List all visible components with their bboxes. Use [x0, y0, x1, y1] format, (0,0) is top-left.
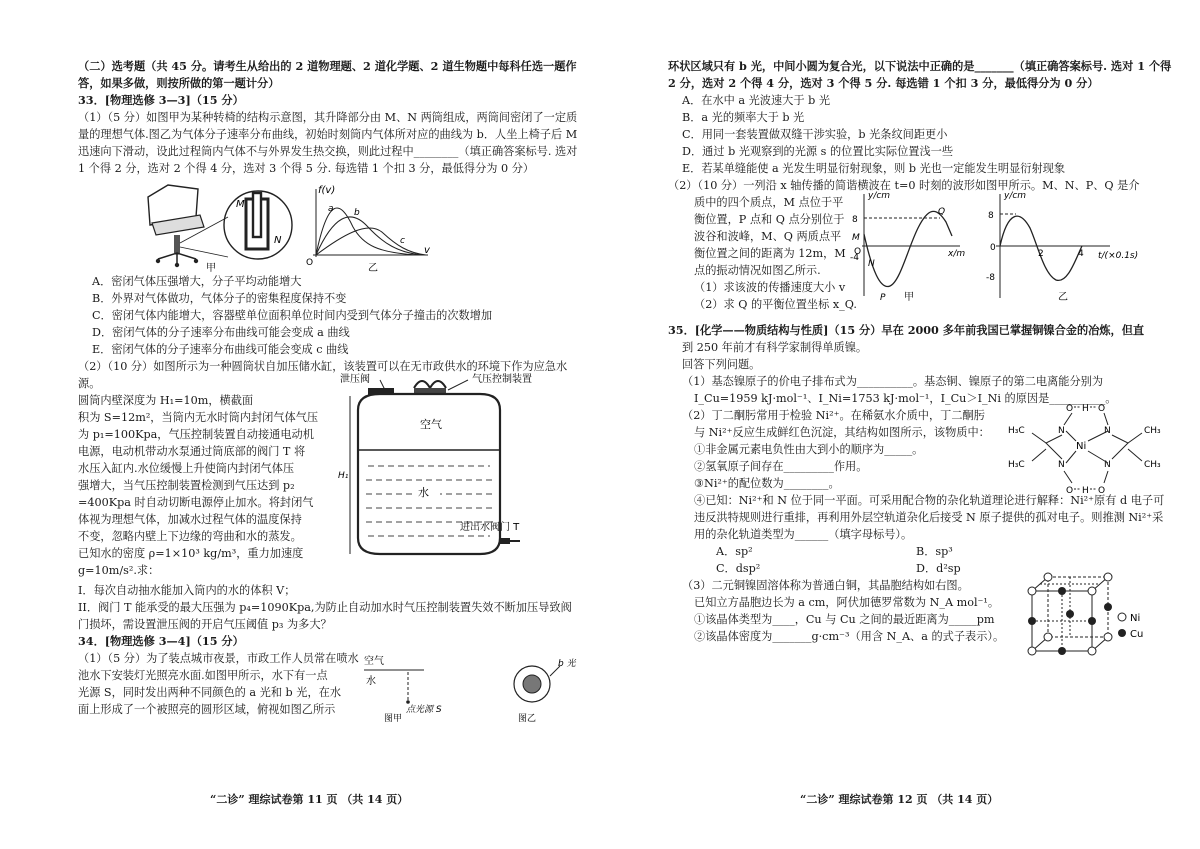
q33-line: 强增大，当气压控制装置检测到气压达到 p₂	[78, 479, 295, 493]
atom-n: N	[1104, 426, 1111, 437]
q34-line: （1）（5 分）为了装点城市夜景，市政工作人员常在喷水	[78, 652, 359, 666]
plus8-label: 8	[852, 215, 858, 226]
option-b: B．a 光的频率大于 b 光	[682, 111, 805, 125]
crystal-cell-diagram	[1026, 571, 1166, 655]
q33-line: 水压入缸内.水位缓慢上升使筒内封闭气体压	[78, 462, 295, 476]
h1-label: H₁	[338, 471, 349, 482]
q33-line: 为 p₁=100Kpa，气压控制装置自动接通电动机	[78, 428, 314, 442]
t4-label: 4	[1078, 249, 1084, 260]
atom-h: H	[1082, 486, 1089, 497]
q33-line: 不变，忽略内壁上下边缘的弯曲和水的蒸发。	[78, 530, 302, 544]
fig34-jia: 图甲	[384, 714, 403, 725]
q35-line: 与 Ni²⁺反应生成鲜红色沉淀，其结构如图所示，该物质中：	[694, 426, 990, 440]
q33-line: g=10m/s².求：	[78, 564, 160, 578]
light-diagram	[364, 652, 578, 725]
q35-line: （3）二元铜镍固溶体称为普通白铜，其晶胞结构如右图。	[682, 579, 969, 593]
q35-answer: 回答下列问题。	[682, 358, 761, 372]
air-label: 空气	[420, 418, 442, 432]
right-page	[668, 58, 1173, 645]
choice-d: D．d²sp	[916, 562, 961, 576]
q34-part2-block	[668, 191, 1173, 312]
q33-line: 电源，电动机带动水泵通过筒底部的阀门 T 将	[78, 445, 306, 459]
atom-o: O	[1066, 404, 1074, 415]
q33-part2-I: I．每次自动抽水能加入筒内的水的体积 V；	[78, 584, 296, 598]
water-label: 水	[418, 486, 429, 500]
fig-jia-label: 甲	[206, 263, 216, 275]
atom-o: O	[1066, 486, 1074, 497]
ni-center: Ni	[1076, 441, 1087, 453]
q33-figure	[78, 177, 578, 273]
origin-label: O	[306, 258, 314, 269]
q34-part2-text	[668, 194, 864, 313]
fig34-b-light: b 光	[558, 659, 576, 670]
q33-line: =400Kpa 时自动切断电源停止加水。将封闭气	[78, 496, 314, 510]
ycm-label: y/cm	[868, 191, 891, 202]
right-footer: “二诊” 理综试卷第 12 页 （共 14 页）	[800, 793, 999, 806]
choice-b: B．sp³	[916, 545, 953, 559]
atom-o: O	[1098, 486, 1106, 497]
option-c: C．密闭气体内能增大，容器壁单位面积单位时间内受到气体分子撞击的次数增加	[92, 309, 493, 323]
fig-n-label: N	[274, 235, 282, 247]
q35-part1a: （1）基态镍原子的价电子排布式为__________。基态铜、镍原子的第二电离能分别为	[682, 375, 1104, 389]
methyl-4: CH₃	[1144, 460, 1161, 471]
fig34-yi: 图乙	[518, 714, 537, 725]
q34-part1-block	[78, 650, 578, 725]
nickel-complex-structure	[1008, 401, 1173, 495]
left-page	[78, 58, 578, 725]
q34-line: 点的振动情况如图乙所示.	[694, 264, 821, 278]
fig-yi-label: 乙	[368, 263, 378, 275]
chair-diagram	[78, 177, 578, 273]
q35-line: ①非金属元素电负性由大到小的顺序为_____。	[694, 443, 924, 457]
graph-yi: 乙	[1058, 292, 1068, 304]
origin-o: O	[854, 247, 862, 258]
option-e: E．密闭气体的分子速率分布曲线可能会变成 c 曲线	[92, 343, 349, 357]
q-point: Q	[938, 207, 946, 218]
control-label: 气压控制装置	[472, 374, 532, 386]
fig34-source: 点光源 S	[406, 705, 442, 716]
q33-part2-text	[78, 392, 338, 579]
q35-line: ②氢氧原子间存在_________作用。	[694, 460, 868, 474]
methyl-1: H₃C	[1008, 426, 1025, 437]
q33-part2-II: II．阀门 T 能承受的最大压强为 p₄=1090Kpa,为防止自动加水时气压控制装置失效不断加压导致阀门损坏，需设置泄压阀的开启气压阈值 p₃ 为多大？	[78, 601, 572, 632]
q35-part3-text	[668, 577, 1028, 645]
q35-line: 已知立方晶胞边长为 a cm，阿伏加德罗常数为 N_A mol⁻¹。	[694, 596, 1000, 610]
q35-part2-block	[668, 404, 1173, 497]
xm-label: x/m	[948, 249, 966, 260]
q34-continued: 环状区域只有 b 光，中间小圆为复合光，以下说法中正确的是_______（填正确答案标号. 选对 1 个得 2 分，选对 2 个得 4 分，选对 3 个得 5 分. 每选错 1 个扣 3 分，最低得分为 0 分）	[668, 59, 1172, 91]
curve-b-label: b	[354, 208, 360, 219]
q34-options	[668, 92, 1173, 177]
section-heading: （二）选考题（共 45 分。请考生从给出的 2 道物理题、2 道化学题、2 道生物题中每科任选一题作答，如果多做，则按所做的第一题计分）	[78, 59, 577, 91]
option-a: A．密闭气体压强增大，分子平均动能增大	[92, 275, 302, 289]
p-point: P	[880, 293, 886, 304]
q33-title: 33．[物理选修 3—3]（15 分）	[78, 93, 244, 108]
option-d: D．通过 b 光观察到的光源 s 的位置比实际位置浅一些	[682, 145, 954, 159]
q33-line: 积为 S=12m²，当筒内无水时筒内封闭气体气压	[78, 411, 319, 425]
zero-label: 0	[990, 243, 996, 254]
legend-cu: Cu	[1130, 629, 1144, 641]
q35-choices-row1	[668, 543, 1173, 560]
curve-a-label: a	[328, 204, 334, 215]
q34-line: 波谷和波峰，M、Q 两质点平	[694, 230, 842, 244]
legend-ni: Ni	[1130, 613, 1141, 625]
left-footer: “二诊” 理综试卷第 11 页 （共 14 页）	[210, 793, 409, 806]
q33-part1: （1）（5 分）如图甲为某种转椅的结构示意图，其升降部分由 M、N 两筒组成，两筒间密闭了一定质量的理想气体.图乙为气体分子速率分布曲线，初始时刻筒内气体所对应的曲线为 b．人坐上椅子后 M 迅速向下滑动，设此过程筒内气体不与外界发生热交换，则此过程中________（填正确答案标号. 选对 1 个得 2 分，选对 2 个得 4 分，选对 3 个得 5 分. 每选错 1 个扣 3 分，最低得分为 0 分）	[78, 111, 578, 176]
q34-part2-first: （2）（10 分）一列沿 x 轴传播的简谐横波在 t=0 时刻的波形如图甲所示。M、N、P、Q 是介	[668, 179, 1140, 193]
m-point: M	[852, 233, 860, 244]
graph-jia: 甲	[904, 292, 914, 304]
option-d: D．密闭气体的分子速率分布曲线可能会变成 a 曲线	[92, 326, 350, 340]
fig34-air: 空气	[364, 656, 384, 668]
q34-sub2: （2）求 Q 的平衡位置坐标 x_Q.	[694, 298, 857, 312]
q33-options	[78, 273, 578, 358]
q35-part2-4: ④已知：Ni²⁺和 N 位于同一平面。可采用配合物的杂化轨道理论进行解释：Ni²⁺原有 d 电子可违反洪特规则进行重排，再利用外层空轨道杂化后接受 N 原子提供的孤对电子。则推测 Ni²⁺采用的杂化轨道类型为______（填字母标号）。	[694, 494, 1165, 542]
q35-line: ①该晶体类型为____，Cu 与 Cu 之间的最近距离为_____pm	[694, 613, 995, 627]
q34-line: 衡位置之间的距离为 12m，M	[694, 247, 846, 261]
option-b: B．外界对气体做功，气体分子的密集程度保持不变	[92, 292, 347, 306]
atom-h: H	[1082, 404, 1089, 415]
choice-c: C．dsp²	[716, 562, 761, 576]
wave-graphs	[848, 188, 1173, 308]
fig34-water: 水	[366, 676, 376, 688]
atom-n: N	[1058, 460, 1065, 471]
q35-part1b: I_Cu=1959 kJ·mol⁻¹、I_Ni=1753 kJ·mol⁻¹，I_Cu＞I_Ni 的原因是__________。	[694, 392, 1117, 406]
q35-part2-text	[668, 407, 1008, 492]
q34-sub1: （1）求该波的传播速度大小 v	[694, 281, 846, 295]
fv-label: f(v)	[318, 185, 336, 197]
q34-part1-text	[78, 650, 368, 718]
q34-line: 光源 S，同时发出两种不同颜色的 a 光和 b 光，在水	[78, 686, 342, 700]
q33-part2-intro: （2）（10 分）如图所示为一种圆筒状自加压储水缸，该装置可以在无市政供水的环境下作为应急水源。	[78, 360, 568, 391]
t2-label: 2	[1038, 249, 1044, 260]
q33-line: 圆筒内壁深度为 H₁=10m，横截面	[78, 394, 254, 408]
q35-title: 35．[化学——物质结构与性质]（15 分）早在 2000 多年前我国已掌握铜镍合金的冶炼，但直	[668, 323, 1145, 338]
q34-line: 质中的四个质点，M 点位于平	[694, 196, 844, 210]
t-axis-label: t/(×0.1s)	[1098, 251, 1139, 262]
v-axis-label: v	[424, 245, 430, 257]
methyl-3: H₃C	[1008, 460, 1025, 471]
q35-line: （2）丁二酮肟常用于检验 Ni²⁺。在稀氨水介质中，丁二酮肟	[682, 409, 985, 423]
q33-line: 已知水的密度 ρ=1×10³ kg/m³，重力加速度	[78, 547, 304, 561]
spacer	[668, 312, 1173, 322]
choice-a: A．sp²	[716, 545, 753, 559]
fig-m-label: M	[236, 199, 245, 211]
n-point: N	[868, 259, 875, 270]
q35-line: ③Ni²⁺的配位数为________。	[694, 477, 840, 491]
minus4-label: -4	[850, 253, 859, 264]
q34-line: 面上形成了一个被照亮的圆形区域，俯视如图乙所示	[78, 703, 336, 717]
atom-o: O	[1098, 404, 1106, 415]
valve-label: 泄压阀	[340, 374, 370, 386]
q33-line: 体视为理想气体，加减水过程气体的温度保持	[78, 513, 302, 527]
ycm2-label: y/cm	[1004, 191, 1027, 202]
q34-line: 衡位置，P 点和 Q 点分别位于	[694, 213, 845, 227]
methyl-2: CH₃	[1144, 426, 1161, 437]
q34-title: 34．[物理选修 3—4]（15 分）	[78, 634, 244, 649]
atom-n: N	[1104, 460, 1111, 471]
curve-c-label: c	[400, 236, 405, 247]
q35-part3-block	[668, 577, 1173, 645]
inlet-label: 进出水阀门 T	[460, 522, 520, 534]
option-c: C．用同一套装置做双缝干涉实验，b 光条纹间距更小	[682, 128, 948, 142]
n8-label: -8	[986, 273, 995, 284]
option-e: E．若某单缝能使 a 光发生明显衍射现象，则 b 光也一定能发生明显衍射现象	[682, 162, 1066, 176]
q35-line: ②该晶体密度为_______g·cm⁻³（用含 N_A、a 的式子表示）。	[694, 630, 1005, 644]
tank-diagram	[340, 370, 578, 580]
option-a: A．在水中 a 光波速大于 b 光	[682, 94, 831, 108]
atom-n: N	[1058, 426, 1065, 437]
q35-line2: 到 250 年前才有科学家制得单质镍。	[682, 341, 868, 355]
q34-line: 池水下安装灯光照亮水面.如图甲所示，水下有一点	[78, 669, 328, 683]
p8-label: 8	[988, 211, 994, 222]
